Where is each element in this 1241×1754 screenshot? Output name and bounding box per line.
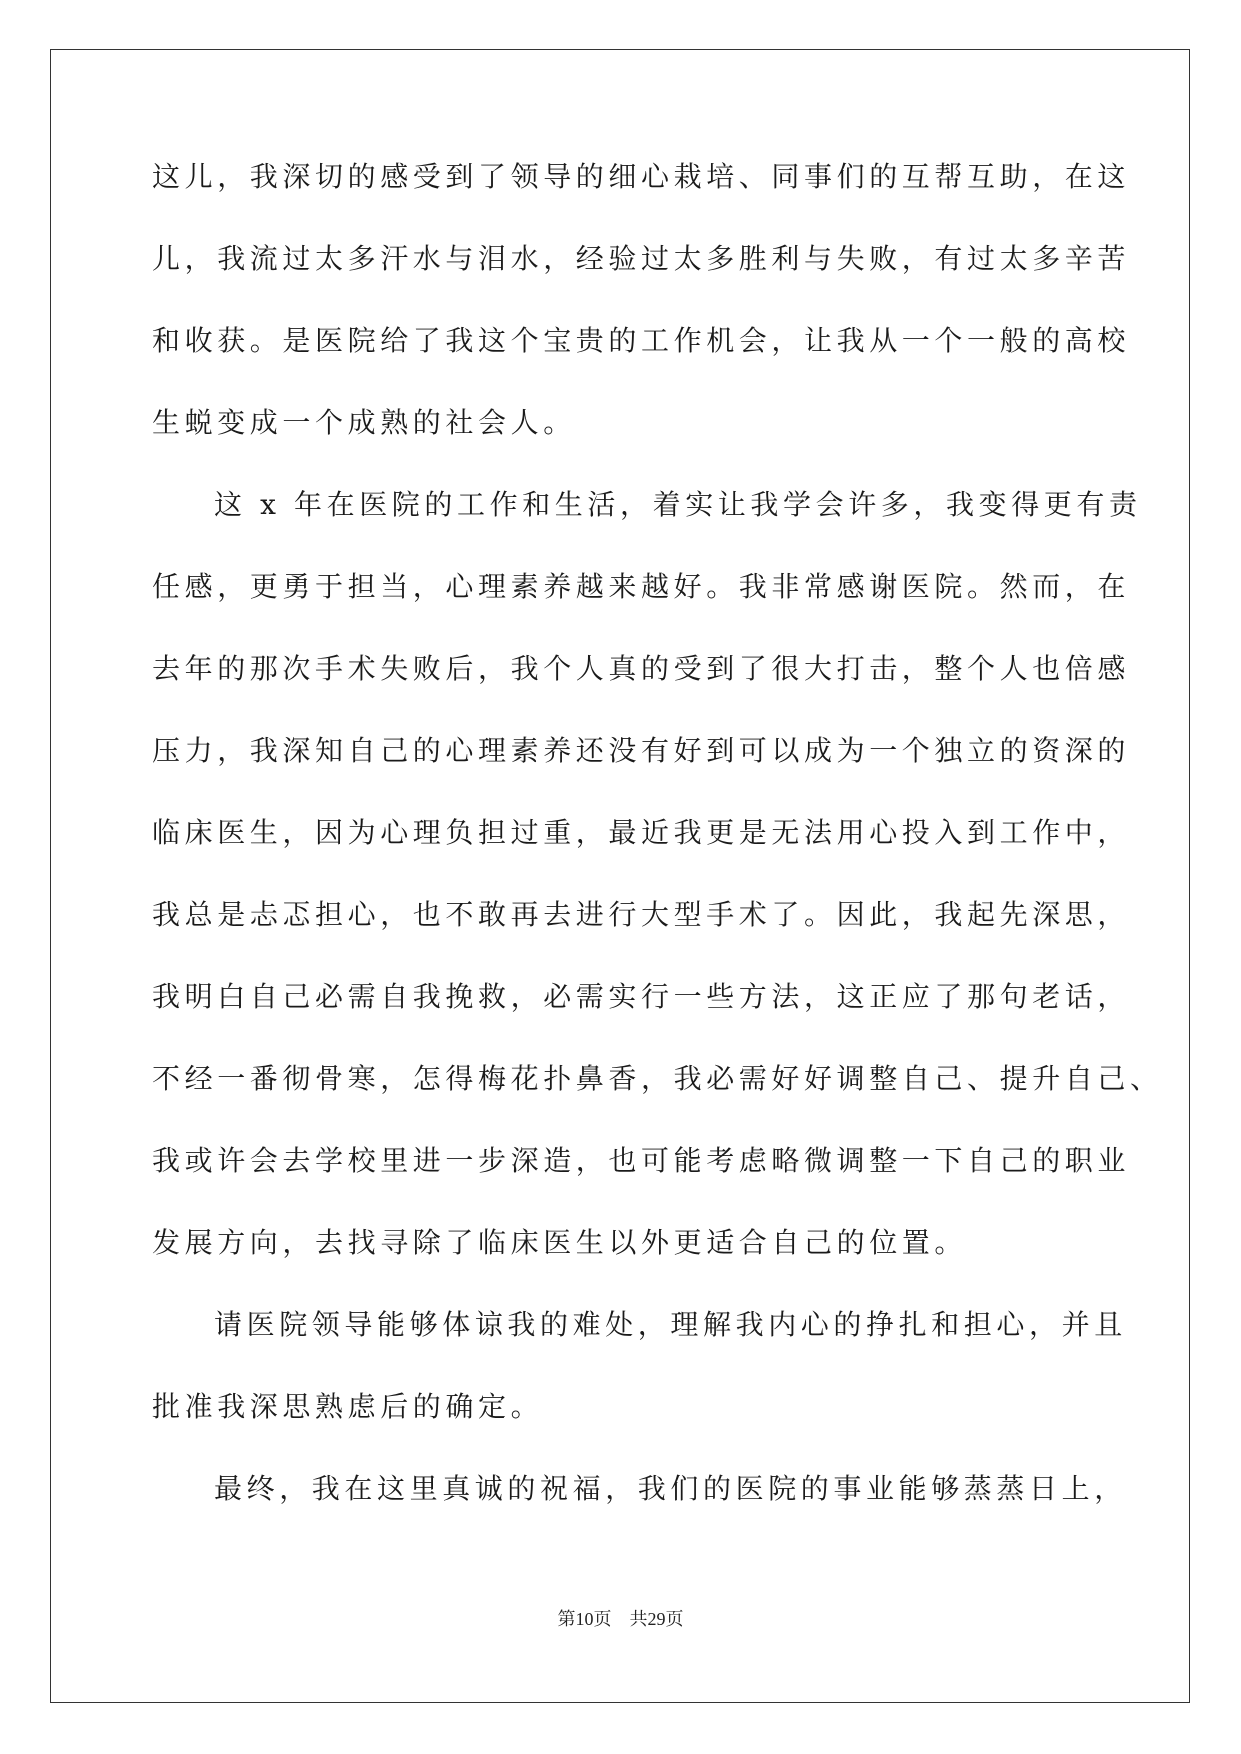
text-line: 生蜕变成一个成熟的社会人。 bbox=[152, 406, 576, 439]
text-line: 我明白自己必需自我挽救，必需实行一些方法，这正应了那句老话， bbox=[152, 980, 1131, 1013]
text-line: 临床医生，因为心理负担过重，最近我更是无法用心投入到工作中， bbox=[152, 816, 1131, 849]
text-line: 发展方向，去找寻除了临床医生以外更适合自己的位置。 bbox=[152, 1226, 968, 1259]
document-body bbox=[152, 160, 1163, 1557]
text-line: 压力，我深知自己的心理素养还没有好到可以成为一个独立的资深的 bbox=[152, 734, 1131, 767]
text-line: 我或许会去学校里进一步深造，也可能考虑略微调整一下自己的职业 bbox=[152, 1144, 1131, 1177]
paragraph-first-line: 请医院领导能够体谅我的难处，理解我内心的挣扎和担心，并且 bbox=[214, 1308, 1127, 1341]
text-line: 这儿，我深切的感受到了领导的细心栽培、同事们的互帮互助，在这 bbox=[152, 160, 1131, 193]
text-line: 批准我深思熟虑后的确定。 bbox=[152, 1390, 544, 1423]
text-line: 儿，我流过太多汗水与泪水，经验过太多胜利与失败，有过太多辛苦 bbox=[152, 242, 1131, 275]
paragraph-first-line: 最终，我在这里真诚的祝福，我们的医院的事业能够蒸蒸日上， bbox=[214, 1472, 1127, 1505]
text-line: 去年的那次手术失败后，我个人真的受到了很大打击，整个人也倍感 bbox=[152, 652, 1131, 685]
total-page-count: 共29页 bbox=[629, 1609, 684, 1629]
page-footer bbox=[0, 1605, 1241, 1631]
current-page-number: 第10页 bbox=[557, 1609, 612, 1629]
text-line: 任感，更勇于担当，心理素养越来越好。我非常感谢医院。然而，在 bbox=[152, 570, 1131, 603]
paragraph-first-line: 这 x 年在医院的工作和生活，着实让我学会许多，我变得更有责 bbox=[214, 488, 1142, 521]
text-line: 和收获。是医院给了我这个宝贵的工作机会，让我从一个一般的高校 bbox=[152, 324, 1131, 357]
text-line: 不经一番彻骨寒，怎得梅花扑鼻香，我必需好好调整自己、提升自己、 bbox=[152, 1062, 1163, 1095]
text-line: 我总是忐忑担心，也不敢再去进行大型手术了。因此，我起先深思， bbox=[152, 898, 1131, 931]
